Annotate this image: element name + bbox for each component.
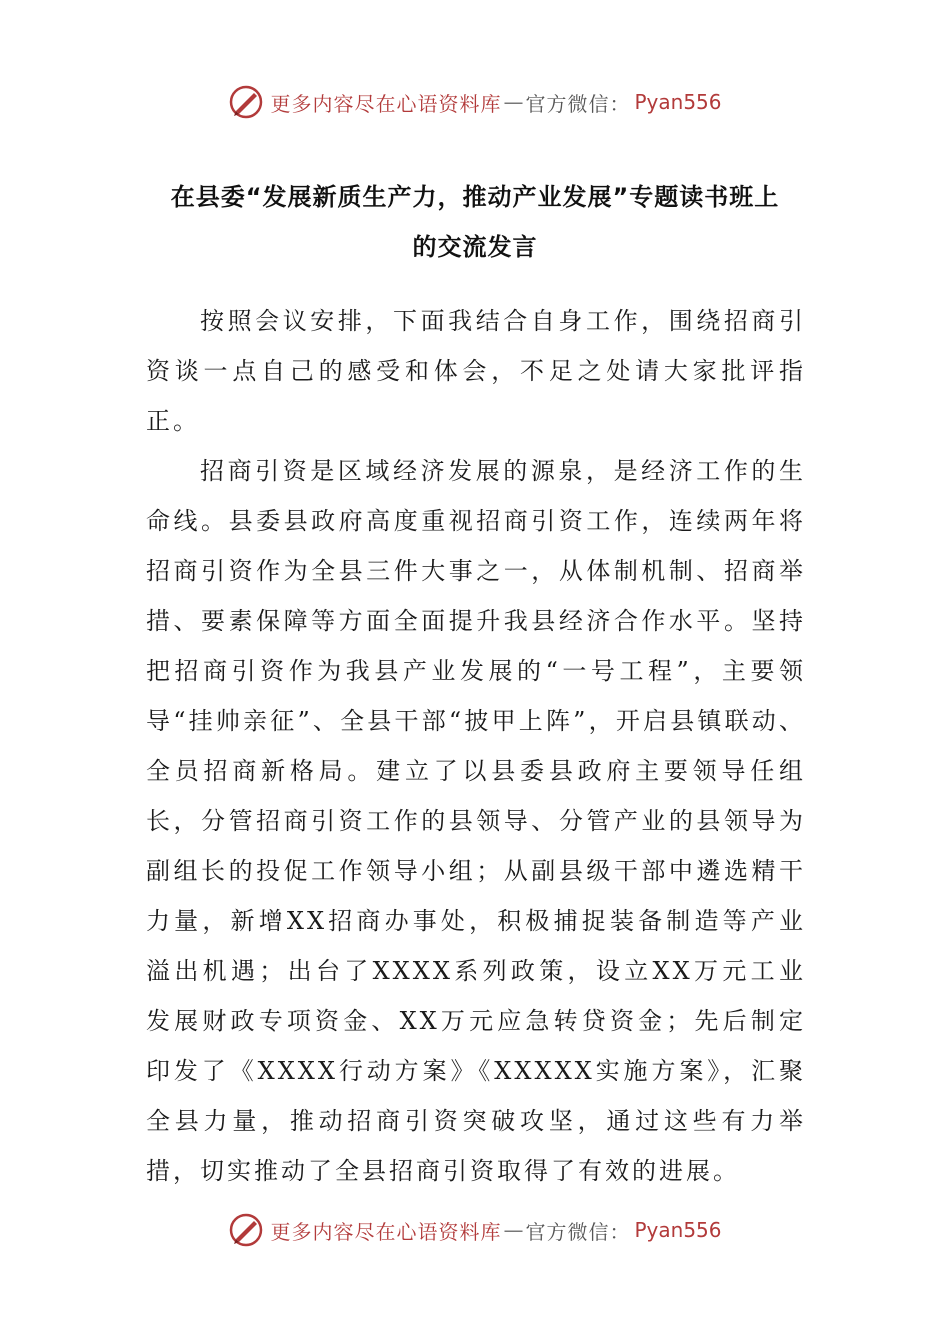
pen-logo-icon [228, 84, 264, 120]
paragraph-1: 按照会议安排，下面我结合自身工作，围绕招商引资谈一点自己的感受和体会，不足之处请大家批评指正。 [146, 307, 806, 435]
pen-logo-icon [228, 1212, 264, 1248]
title-line-1: 在县委“发展新质生产力，推动产业发展”专题读书班上 [170, 183, 780, 211]
banner-text: 更多内容尽在心语资料库 [270, 1219, 502, 1244]
banner-wechat-id: Pyan556 [634, 90, 722, 114]
banner-wechat-id: Pyan556 [634, 1218, 722, 1242]
document-title [150, 172, 800, 272]
banner-official-label: 官方微信： [525, 91, 631, 116]
header-banner [0, 82, 950, 122]
banner-dash: — [503, 90, 524, 114]
banner-dash: — [503, 1218, 524, 1242]
title-line-2: 的交流发言 [412, 233, 538, 261]
footer-banner [0, 1210, 950, 1250]
document-body [146, 296, 806, 1196]
banner-text: 更多内容尽在心语资料库 [270, 91, 502, 116]
banner-official-label: 官方微信： [525, 1219, 631, 1244]
paragraph-2: 招商引资是区域经济发展的源泉，是经济工作的生命线。县委县政府高度重视招商引资工作，连续两年将招商引资作为全县三件大事之一，从体制机制、招商举措、要素保障等方面全面提升我县经济合作水平。坚持把招商引资作为我县产业发展的“一号工程”，主要领导“挂帅亲征”、全县干部“披甲上阵”，开启县镇联动、全员招商新格局。建立了以县委县政府主要领导任组长，分管招商引资工作的县领导、分管产业的县领导为副组长的投促工作领导小组；从副县级干部中遴选精干力量，新增XX招商办事处，积极捕捉装备制造等产业溢出机遇；出台了XXXX系列政策，设立XX万元工业发展财政专项资金、XX万元应急转贷资金；先后制定印发了《XXXX行动方案》《XXXXX实施方案》，汇聚全县力量，推动招商引资突破攻坚，通过这些有力举措，切实推动了全县招商引资取得了有效的进展。 [146, 457, 806, 1185]
